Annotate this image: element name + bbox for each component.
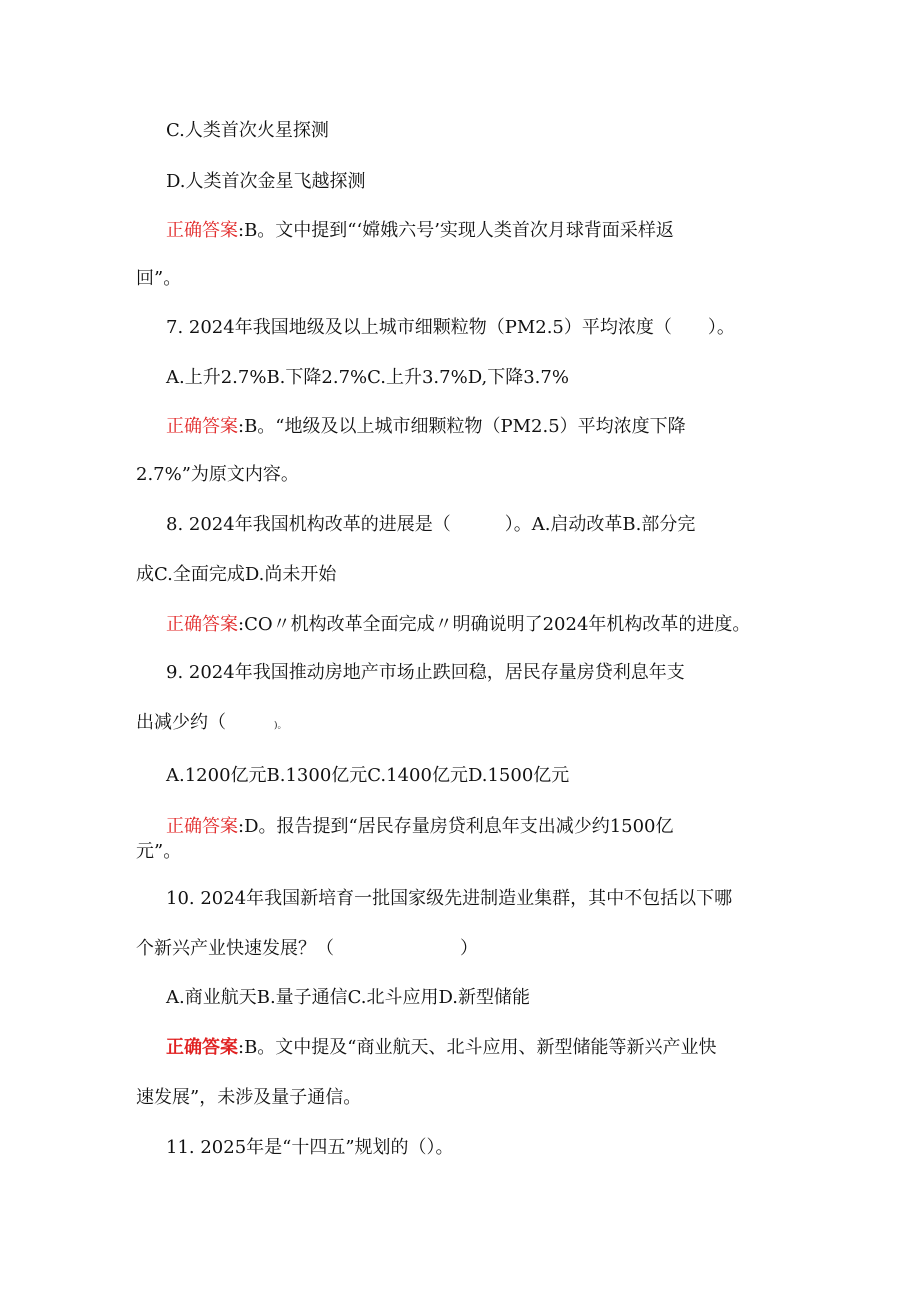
q8-question-line-1: 8. 2024年我国机构改革的进展是（ ）。A.启动改革B.部分完 bbox=[166, 514, 696, 535]
q10-answer-label: 正确答案 bbox=[166, 1037, 238, 1058]
q9-question-line-1: 9. 2024年我国推动房地产市场止跌回稳，居民存量房贷利息年支 bbox=[166, 662, 685, 683]
q9-answer-text: :D。报告提到“居民存量房贷利息年支出减少约1500亿 bbox=[238, 816, 674, 837]
q9-answer-line-2: 元”。 bbox=[136, 841, 182, 862]
q9-question-text: 出减少约（ bbox=[136, 712, 226, 733]
q6-answer-line-2: 回”。 bbox=[136, 268, 182, 289]
q10-answer-line-2: 速发展”，未涉及量子通信。 bbox=[136, 1087, 362, 1108]
q8-answer-label: 正确答案 bbox=[166, 614, 238, 635]
q7-question: 7. 2024年我国地级及以上城市细颗粒物（PM2.5）平均浓度（ ）。 bbox=[166, 317, 735, 338]
q10-answer-line-1 bbox=[166, 1036, 717, 1060]
q9-options: A.1200亿元B.1300亿元C.1400亿元D.1500亿元 bbox=[166, 765, 570, 786]
q9-answer-line-1 bbox=[166, 815, 674, 839]
q10-question-line-1: 10. 2024年我国新培育一批国家级先进制造业集群，其中不包括以下哪 bbox=[166, 888, 733, 909]
q6-answer-label: 正确答案 bbox=[166, 220, 238, 241]
q8-answer-text: :CO〃机构改革全面完成〃明确说明了2024年机构改革的进度。 bbox=[238, 614, 751, 635]
q6-option-c: C.人类首次火星探测 bbox=[166, 120, 329, 141]
q6-option-d: D.人类首次金星飞越探测 bbox=[166, 171, 366, 192]
q9-question-line-2 bbox=[136, 711, 287, 738]
q8-answer-line-1 bbox=[166, 613, 750, 637]
q11-question: 11. 2025年是“十四五”规划的（）。 bbox=[166, 1137, 454, 1158]
q7-answer-text: :B。“地级及以上城市细颗粒物（PM2.5）平均浓度下降 bbox=[238, 416, 686, 437]
q10-answer-text: :B。文中提及“商业航天、北斗应用、新型储能等新兴产业快 bbox=[238, 1037, 717, 1058]
q7-answer-line-1 bbox=[166, 415, 686, 439]
q9-question-tail: )。 bbox=[274, 721, 287, 731]
q10-options: A.商业航天B.量子通信C.北斗应用D.新型储能 bbox=[166, 987, 531, 1008]
q9-answer-label: 正确答案 bbox=[166, 816, 238, 837]
q7-answer-label: 正确答案 bbox=[166, 416, 238, 437]
q8-question-line-2: 成C.全面完成D.尚未开始 bbox=[136, 564, 337, 585]
q7-answer-line-2: 2.7%”为原文内容。 bbox=[136, 464, 299, 485]
q10-question-line-2: 个新兴产业快速发展？（ ） bbox=[136, 938, 478, 959]
q7-options: A.上升2.7%B.下降2.7%C.上升3.7%D,下降3.7% bbox=[166, 367, 569, 388]
q6-answer-line-1 bbox=[166, 219, 674, 243]
q6-answer-text: :B。文中提到“‘嫦娥六号’实现人类首次月球背面采样返 bbox=[238, 220, 674, 241]
